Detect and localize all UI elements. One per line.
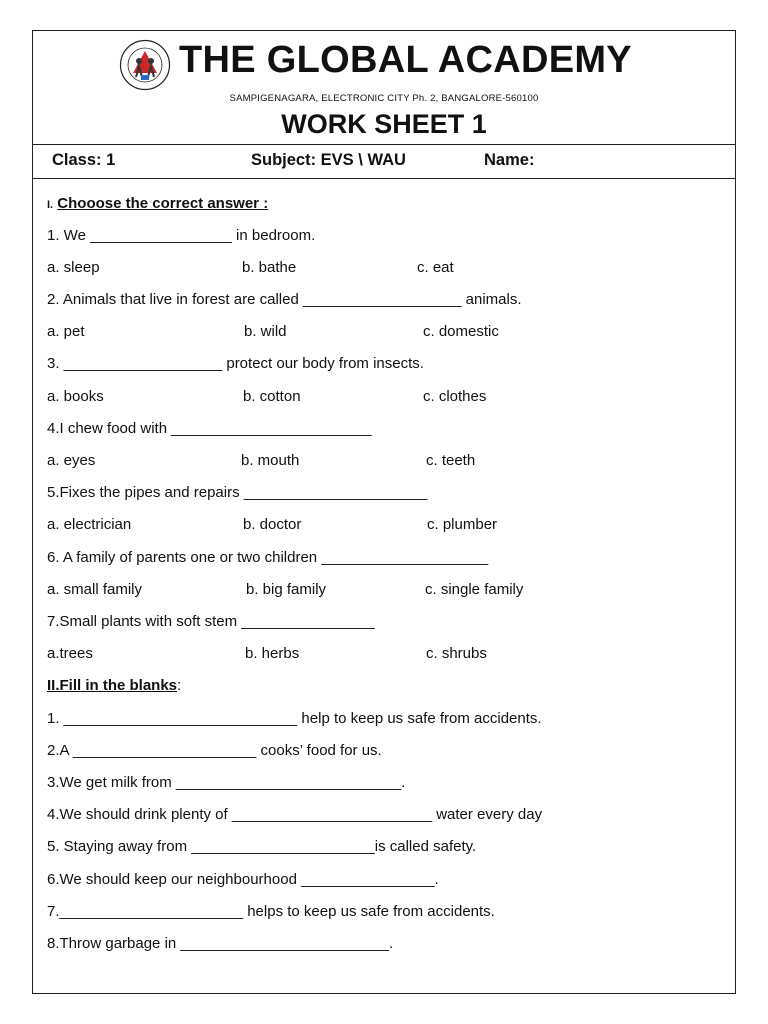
section1-title: Chooose the correct answer : (57, 195, 269, 212)
school-logo-icon (119, 39, 171, 91)
school-name: THE GLOBAL ACADEMY (179, 39, 632, 81)
option-3a: a. books (47, 388, 104, 405)
option-5b: b. doctor (243, 516, 302, 533)
class-label: Class: 1 (52, 151, 116, 169)
option-2a: a. pet (47, 323, 85, 340)
option-7b: b. herbs (245, 645, 300, 662)
section1-roman: I. (47, 199, 54, 211)
blank-6: 6.We should keep our neighbourhood ________________. (47, 871, 439, 888)
blank-7: 7.______________________ helps to keep us safe from accidents. (47, 903, 495, 920)
option-1a: a. sleep (47, 259, 100, 276)
option-7c: c. shrubs (426, 645, 487, 662)
blank-2: 2.A ______________________ cooks’ food for us. (47, 742, 382, 759)
section2-title: II.Fill in the blanks (47, 677, 178, 694)
section2-colon: : (177, 677, 182, 694)
blank-5: 5. Staying away from ______________________is called safety. (47, 838, 477, 855)
question-2: 2. Animals that live in forest are called ___________________ animals. (47, 291, 522, 308)
option-6a: a. small family (47, 581, 143, 598)
blank-8: 8.Throw garbage in _________________________. (47, 935, 394, 952)
sheet-title: WORK SHEET 1 (281, 109, 487, 139)
question-5: 5.Fixes the pipes and repairs ______________________ (47, 484, 428, 501)
option-6c: c. single family (425, 581, 524, 598)
question-3: 3. ___________________ protect our body from insects. (47, 355, 424, 372)
option-7a: a.trees (47, 645, 93, 662)
question-4: 4.I chew food with ________________________ (47, 420, 372, 437)
option-1c: c. eat (417, 259, 454, 276)
blank-1: 1. ____________________________ help to keep us safe from accidents. (47, 710, 542, 727)
subject-label: Subject: EVS \ WAU (251, 151, 406, 169)
option-5c: c. plumber (427, 516, 498, 533)
worksheet-frame (32, 30, 736, 994)
option-6b: b. big family (246, 581, 327, 598)
option-4c: c. teeth (426, 452, 476, 469)
question-6: 6. A family of parents one or two children ____________________ (47, 549, 489, 566)
option-2c: c. domestic (423, 323, 499, 340)
info-row (33, 145, 735, 179)
option-1b: b. bathe (242, 259, 297, 276)
blank-4: 4.We should drink plenty of ________________________ water every day (47, 806, 543, 823)
option-3b: b. cotton (243, 388, 301, 405)
question-1: 1. We _________________ in bedroom. (47, 227, 316, 244)
option-2b: b. wild (244, 323, 287, 340)
option-5a: a. electrician (47, 516, 132, 533)
name-label: Name: (484, 151, 535, 169)
worksheet-header (33, 31, 735, 145)
option-4a: a. eyes (47, 452, 96, 469)
option-3c: c. clothes (423, 388, 487, 405)
blank-3: 3.We get milk from ___________________________. (47, 774, 406, 791)
question-7: 7.Small plants with soft stem ________________ (47, 613, 375, 630)
section1-heading (47, 195, 268, 212)
school-address: SAMPIGENAGARA, ELECTRONIC CITY Ph. 2, BANGALORE-560100 (229, 93, 539, 104)
option-4b: b. mouth (241, 452, 300, 469)
section2-heading (47, 677, 181, 694)
